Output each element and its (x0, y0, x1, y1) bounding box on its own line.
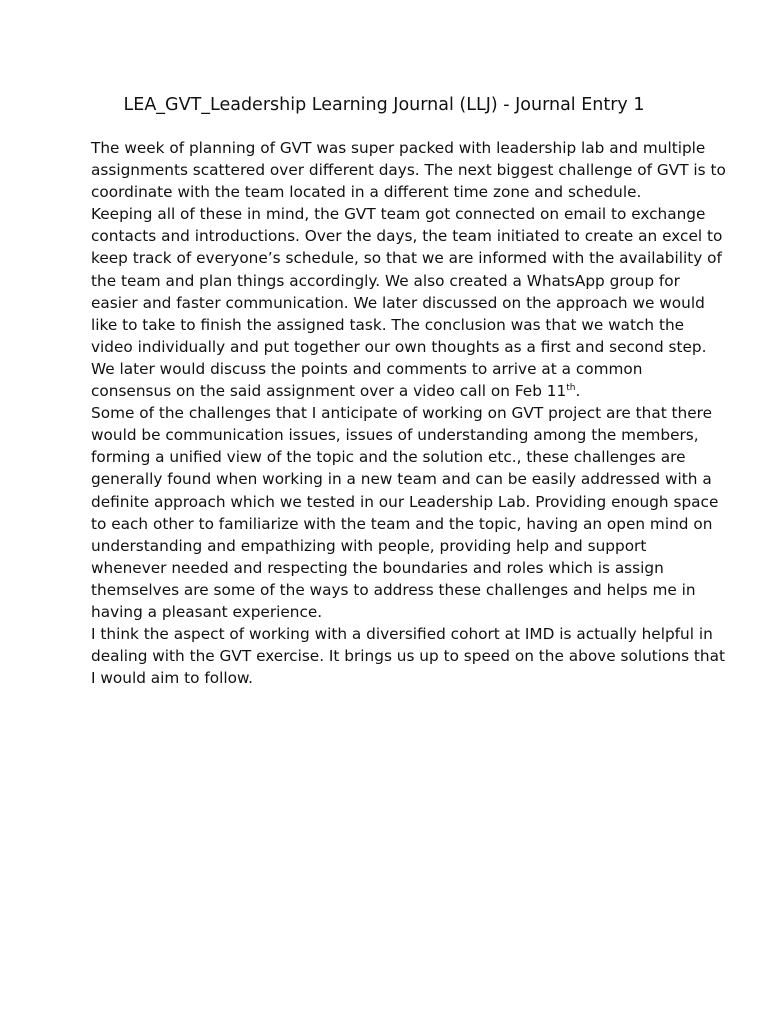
text-line: the team and plan things accordingly. We also created a WhatsApp group for (91, 271, 680, 290)
text-line: video individually and put together our own thoughts as a first and second step. (91, 337, 707, 356)
text-line: understanding and empathizing with people, providing help and support (91, 536, 647, 555)
text-line: easier and faster communication. We later discussed on the approach we would (91, 293, 705, 312)
text-line: themselves are some of the ways to address these challenges and helps me in (91, 580, 696, 599)
journal-body (91, 137, 726, 689)
date-line-text: consensus on the said assignment over a video call on Feb 11 (91, 382, 567, 401)
text-line: forming a unified view of the topic and the solution etc., these challenges are (91, 448, 686, 467)
text-line: Keeping all of these in mind, the GVT team got connected on email to exchange (91, 205, 706, 224)
text-line: generally found when working in a new team and can be easily addressed with a (91, 470, 712, 489)
text-line-with-date (91, 380, 691, 402)
text-line: keep track of everyone’s schedule, so that we are informed with the availability of (91, 249, 722, 268)
text-line: We later would discuss the points and comments to arrive at a common (91, 359, 643, 378)
text-line: whenever needed and respecting the boundaries and roles which is assign (91, 558, 664, 577)
text-line: to each other to familiarize with the team and the topic, having an open mind on (91, 514, 713, 533)
text-line: like to take to finish the assigned task. The conclusion was that we watch the (91, 315, 685, 334)
sentence-period: . (575, 382, 581, 401)
ordinal-superscript: th (566, 383, 576, 394)
text-line: definite approach which we tested in our Leadership Lab. Providing enough space (91, 492, 719, 511)
text-line: The week of planning of GVT was super packed with leadership lab and multiple (91, 139, 706, 157)
text-line: coordinate with the team located in a different time zone and schedule. (91, 183, 642, 202)
document-title: LEA_GVT_Leadership Learning Journal (LLJ) - Journal Entry 1 (123, 95, 645, 115)
text-line: assignments scattered over different days. The next biggest challenge of GVT is to (91, 161, 726, 180)
text-line: contacts and introductions. Over the days, the team initiated to create an excel to (91, 227, 723, 246)
text-line: Some of the challenges that I anticipate of working on GVT project are that there (91, 404, 713, 423)
text-line: dealing with the GVT exercise. It brings us up to speed on the above solutions that (91, 647, 725, 666)
text-line: would be communication issues, issues of understanding among the members, (91, 426, 699, 445)
text-line: having a pleasant experience. (91, 602, 323, 621)
text-line: I think the aspect of working with a diversified cohort at IMD is actually helpful in (91, 625, 713, 644)
text-line: I would aim to follow. (91, 669, 253, 688)
